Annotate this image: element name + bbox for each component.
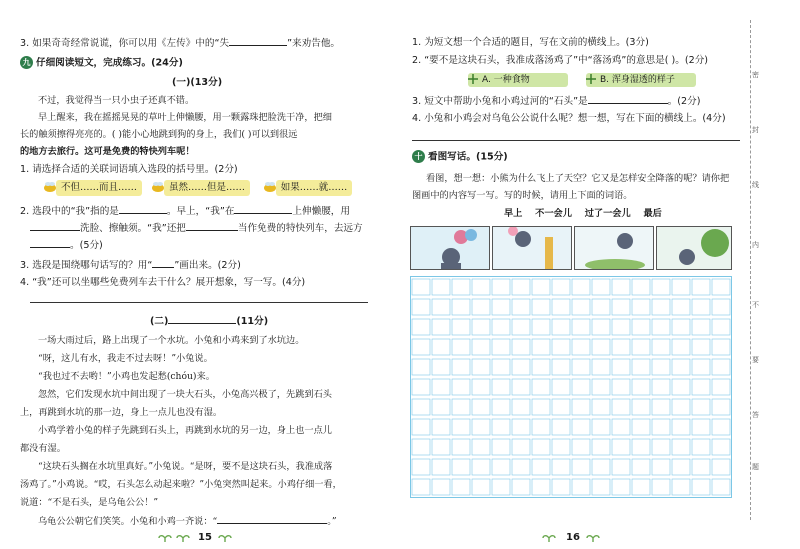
grid-cell[interactable] xyxy=(512,319,530,335)
grid-cell[interactable] xyxy=(712,379,730,395)
grid-cell[interactable] xyxy=(472,299,490,315)
grid-cell[interactable] xyxy=(512,339,530,355)
section-badge: 九 xyxy=(20,56,33,69)
answer-blank[interactable] xyxy=(588,94,668,104)
grid-cell[interactable] xyxy=(672,339,690,355)
grid-cell[interactable] xyxy=(412,279,430,295)
choice-option[interactable]: 虽然……但是…… xyxy=(164,180,250,196)
writing-grid[interactable] xyxy=(410,276,732,498)
grid-cell[interactable] xyxy=(532,359,550,375)
grid-cell[interactable] xyxy=(412,359,430,375)
grid-cell[interactable] xyxy=(452,359,470,375)
required-words: 早上 不一会儿 过了一会儿 最后 xyxy=(504,208,662,219)
grid-cell[interactable] xyxy=(592,399,610,415)
grid-cell[interactable] xyxy=(552,319,570,335)
passage-2-line: “我也过不去哟！”小鸡也发起愁(chóu)来。 xyxy=(38,371,215,382)
grid-cell[interactable] xyxy=(552,339,570,355)
grid-cell[interactable] xyxy=(532,299,550,315)
grid-cell[interactable] xyxy=(512,379,530,395)
grid-cell[interactable] xyxy=(592,419,610,435)
binding-line xyxy=(750,20,751,520)
grid-cell[interactable] xyxy=(592,319,610,335)
passage-2-line: 一场大雨过后，路上出现了一个水坑。小兔和小鸡来到了水坑边。 xyxy=(38,335,305,346)
grid-cell[interactable] xyxy=(652,299,670,315)
grid-cell[interactable] xyxy=(452,279,470,295)
binding-char: 密 xyxy=(752,71,759,79)
sprout-icon xyxy=(176,534,190,542)
passage-2-line: “呀，这儿有水，我走不过去呀！”小兔说。 xyxy=(38,353,213,364)
part-2-title: (二) (11分) xyxy=(150,316,269,327)
grid-cell[interactable] xyxy=(672,419,690,435)
grid-cell[interactable] xyxy=(532,439,550,455)
grid-cell[interactable] xyxy=(632,319,650,335)
choice-option[interactable]: 不但……而且…… xyxy=(56,180,142,196)
grid-cell[interactable] xyxy=(432,399,450,415)
grid-cell[interactable] xyxy=(472,459,490,475)
grid-cell[interactable] xyxy=(652,339,670,355)
grid-cell[interactable] xyxy=(472,399,490,415)
grid-cell[interactable] xyxy=(712,399,730,415)
passage-2-line: 乌龟公公朝它们笑笑。小兔和小鸡一齐说：“ 。” xyxy=(38,516,337,527)
grid-cell[interactable] xyxy=(592,459,610,475)
grid-cell[interactable] xyxy=(672,399,690,415)
grid-cell[interactable] xyxy=(412,439,430,455)
grid-cell[interactable] xyxy=(692,479,710,495)
answer-line[interactable] xyxy=(30,302,368,303)
grid-cell[interactable] xyxy=(572,479,590,495)
passage-1-line: 的地方去旅行。这可是免费的特快列车呢！ xyxy=(20,146,195,157)
binding-char: 线 xyxy=(752,181,759,189)
grid-cell[interactable] xyxy=(512,459,530,475)
grid-cell[interactable] xyxy=(572,459,590,475)
grid-cell[interactable] xyxy=(492,459,510,475)
page-number: 16 xyxy=(566,532,580,543)
grid-cell[interactable] xyxy=(452,299,470,315)
grid-cell[interactable] xyxy=(412,299,430,315)
grid-cell[interactable] xyxy=(632,399,650,415)
grid-cell[interactable] xyxy=(572,359,590,375)
grid-cell[interactable] xyxy=(472,439,490,455)
passage-2-line: “这块石头搁在水坑里真好。”小兔说。“是呀，要不是这块石头，我准成落 xyxy=(38,461,333,472)
page-number: 15 xyxy=(198,532,212,543)
grid-cell[interactable] xyxy=(432,359,450,375)
grid-cell[interactable] xyxy=(612,379,630,395)
grid-cell[interactable] xyxy=(612,339,630,355)
comic-panel-2 xyxy=(492,226,572,270)
grid-cell[interactable] xyxy=(612,479,630,495)
question-4: 4. “我”还可以坐哪些免费列车去干什么？展开想象，写一写。(4分) xyxy=(20,277,306,288)
grid-cell[interactable] xyxy=(412,479,430,495)
answer-line[interactable] xyxy=(412,140,740,141)
grid-cell[interactable] xyxy=(612,299,630,315)
grid-cell[interactable] xyxy=(612,279,630,295)
grid-cell[interactable] xyxy=(632,379,650,395)
answer-blank[interactable] xyxy=(186,221,238,231)
choice-option[interactable]: 如果……就…… xyxy=(276,180,352,196)
grid-cell[interactable] xyxy=(452,419,470,435)
option-a[interactable]: A. 一种食物 xyxy=(468,73,568,87)
grid-cell[interactable] xyxy=(592,299,610,315)
grid-cell[interactable] xyxy=(452,439,470,455)
question-3b: 3. 选段是围绕哪句话写的？用“ ”画出来。(2分) xyxy=(20,260,241,271)
grid-cell[interactable] xyxy=(612,459,630,475)
question-4: 4. 小兔和小鸡会对乌龟公公说什么呢？想一想，写在下面的横线上。(4分) xyxy=(412,113,726,124)
grid-cell[interactable] xyxy=(552,479,570,495)
grid-cell[interactable] xyxy=(552,439,570,455)
grid-cell[interactable] xyxy=(612,319,630,335)
grid-cell[interactable] xyxy=(592,339,610,355)
grid-cell[interactable] xyxy=(692,319,710,335)
grid-cell[interactable] xyxy=(572,439,590,455)
section-10-heading: 十 看图写话。(15分) xyxy=(412,150,508,165)
grid-cell[interactable] xyxy=(712,439,730,455)
grid-cell[interactable] xyxy=(652,359,670,375)
grid-cell[interactable] xyxy=(532,379,550,395)
grid-cell[interactable] xyxy=(512,299,530,315)
grid-cell[interactable] xyxy=(412,319,430,335)
grid-cell[interactable] xyxy=(592,279,610,295)
grid-cell[interactable] xyxy=(552,359,570,375)
grid-cell[interactable] xyxy=(412,459,430,475)
grid-cell[interactable] xyxy=(492,399,510,415)
grid-cell[interactable] xyxy=(692,419,710,435)
grid-cell[interactable] xyxy=(572,379,590,395)
grid-cell[interactable] xyxy=(472,379,490,395)
grid-cell[interactable] xyxy=(492,439,510,455)
grid-cell[interactable] xyxy=(712,339,730,355)
grid-cell[interactable] xyxy=(652,279,670,295)
grid-cell[interactable] xyxy=(692,359,710,375)
title-blank[interactable] xyxy=(168,314,236,324)
grid-cell[interactable] xyxy=(512,359,530,375)
binding-char: 答 xyxy=(752,411,759,419)
binding-char: 封 xyxy=(752,126,759,134)
comic-panel-1 xyxy=(410,226,490,270)
grid-cell[interactable] xyxy=(712,479,730,495)
grid-cell[interactable] xyxy=(492,279,510,295)
grid-cell[interactable] xyxy=(452,379,470,395)
grid-cell[interactable] xyxy=(532,339,550,355)
question-2: 2. 选段中的“我”指的是 。早上，“我”在 上伸懒腰，用 xyxy=(20,206,350,217)
question-2-cont: 洗脸、擦触须。“我”还把 当作免费的特快列车，去远方 xyxy=(30,221,363,236)
grid-cell[interactable] xyxy=(452,319,470,335)
grid-cell[interactable] xyxy=(432,319,450,335)
grid-cell[interactable] xyxy=(672,479,690,495)
grid-cell[interactable] xyxy=(432,299,450,315)
grid-lines xyxy=(411,277,731,497)
grid-cell[interactable] xyxy=(452,479,470,495)
passage-1-line: 早上醒来，我在摇摇晃晃的草叶上伸懒腰，用一颗露珠把脸洗干净，把细 xyxy=(38,112,332,123)
grid-cell[interactable] xyxy=(652,419,670,435)
grid-cell[interactable] xyxy=(532,319,550,335)
grid-cell[interactable] xyxy=(552,299,570,315)
passage-2-line: 上，再跳到水坑的那一边，身上一点儿也没有湿。 xyxy=(20,407,223,418)
grid-cell[interactable] xyxy=(572,339,590,355)
left-page xyxy=(0,0,392,549)
grid-cell[interactable] xyxy=(692,279,710,295)
grid-cell[interactable] xyxy=(492,419,510,435)
grid-cell[interactable] xyxy=(712,319,730,335)
grid-cell[interactable] xyxy=(552,459,570,475)
grid-cell[interactable] xyxy=(552,379,570,395)
grid-cell[interactable] xyxy=(612,359,630,375)
grid-cell[interactable] xyxy=(712,459,730,475)
grid-cell[interactable] xyxy=(532,279,550,295)
grid-cell[interactable] xyxy=(412,399,430,415)
grid-cell[interactable] xyxy=(432,279,450,295)
grid-cell[interactable] xyxy=(592,479,610,495)
grid-cell[interactable] xyxy=(672,379,690,395)
grid-cell[interactable] xyxy=(652,399,670,415)
grid-cell[interactable] xyxy=(632,279,650,295)
grid-cell[interactable] xyxy=(672,359,690,375)
grid-cell[interactable] xyxy=(512,279,530,295)
grid-cell[interactable] xyxy=(452,399,470,415)
grid-cell[interactable] xyxy=(632,339,650,355)
grid-cell[interactable] xyxy=(412,419,430,435)
grid-cell[interactable] xyxy=(632,359,650,375)
grid-cell[interactable] xyxy=(692,459,710,475)
grid-cell[interactable] xyxy=(552,279,570,295)
grid-cell[interactable] xyxy=(452,339,470,355)
passage-2-line: 说道：“不是石头，是乌龟公公！” xyxy=(20,497,159,508)
answer-blank[interactable] xyxy=(217,514,327,524)
answer-blank[interactable] xyxy=(30,221,80,231)
grid-cell[interactable] xyxy=(492,319,510,335)
grid-cell[interactable] xyxy=(512,399,530,415)
grid-cell[interactable] xyxy=(572,399,590,415)
passage-1-line: 不过，我觉得当一只小虫子还真不错。 xyxy=(38,95,195,106)
passage-2-line: 忽然，它们发现水坑中间出现了一块大石头，小兔高兴极了，先跳到石头 xyxy=(38,389,332,400)
question-1: 1. 请选择合适的关联词语填入选段的括号里。(2分) xyxy=(20,164,238,175)
grid-cell[interactable] xyxy=(692,399,710,415)
grid-cell[interactable] xyxy=(552,419,570,435)
question-2: 2. “要不是这块石头，我准成落汤鸡了”中“落汤鸡”的意思是( )。(2分) xyxy=(412,55,709,66)
grid-cell[interactable] xyxy=(572,319,590,335)
grid-cell[interactable] xyxy=(612,419,630,435)
part-1-title: (一)(13分) xyxy=(172,77,223,88)
grid-cell[interactable] xyxy=(712,359,730,375)
grid-cell[interactable] xyxy=(472,419,490,435)
grid-cell[interactable] xyxy=(672,299,690,315)
grid-cell[interactable] xyxy=(532,479,550,495)
sprout-icon xyxy=(218,534,232,542)
grid-cell[interactable] xyxy=(492,359,510,375)
grid-cell[interactable] xyxy=(672,319,690,335)
section-badge: 十 xyxy=(412,150,425,163)
grid-cell[interactable] xyxy=(432,339,450,355)
grid-cell[interactable] xyxy=(612,399,630,415)
grid-cell[interactable] xyxy=(572,299,590,315)
grid-cell[interactable] xyxy=(652,379,670,395)
option-b[interactable]: B. 浑身湿透的样子 xyxy=(586,73,696,87)
binding-char: 内 xyxy=(752,241,759,249)
grid-cell[interactable] xyxy=(432,459,450,475)
grid-cell[interactable] xyxy=(592,439,610,455)
question-3: 3. 如果奇奇经常说谎，你可以用《左传》中的“失 ”来劝告他。 xyxy=(20,38,341,49)
grid-cell[interactable] xyxy=(472,359,490,375)
grid-cell[interactable] xyxy=(412,339,430,355)
dragonfly-icon xyxy=(466,72,480,86)
comic-panel-4 xyxy=(656,226,732,270)
grid-cell[interactable] xyxy=(632,419,650,435)
grid-cell[interactable] xyxy=(692,299,710,315)
sprout-icon xyxy=(586,534,600,542)
passage-2-line: 汤鸡了。”小鸡说。“哎，石头怎么动起来啦？”小兔突然叫起来。小鸡仔细一看， xyxy=(20,479,342,490)
grid-cell[interactable] xyxy=(612,439,630,455)
grid-cell[interactable] xyxy=(712,419,730,435)
section-9-heading: 九 仔细阅读短文，完成练习。(24分) xyxy=(20,56,183,71)
question-3: 3. 短文中帮助小兔和小鸡过河的“石头”是 。(2分) xyxy=(412,96,701,107)
grid-cell[interactable] xyxy=(692,439,710,455)
grid-cell[interactable] xyxy=(492,379,510,395)
answer-blank[interactable] xyxy=(152,258,174,268)
grid-cell[interactable] xyxy=(432,379,450,395)
binding-char: 要 xyxy=(752,356,759,364)
grid-cell[interactable] xyxy=(632,299,650,315)
sprout-icon xyxy=(158,534,172,542)
grid-cell[interactable] xyxy=(492,479,510,495)
grid-cell[interactable] xyxy=(592,379,610,395)
grid-cell[interactable] xyxy=(532,459,550,475)
grid-cell[interactable] xyxy=(632,479,650,495)
answer-blank[interactable] xyxy=(30,238,70,248)
grid-cell[interactable] xyxy=(592,359,610,375)
grid-cell[interactable] xyxy=(652,479,670,495)
prompt-line: 看图，想一想：小熊为什么飞上了天空？它又是怎样安全降落的呢？请你把 xyxy=(426,173,730,184)
grid-cell[interactable] xyxy=(652,459,670,475)
question-2-cont: 。(5分) xyxy=(30,238,103,253)
dragonfly-icon xyxy=(584,72,598,86)
grid-cell[interactable] xyxy=(672,439,690,455)
grid-cell[interactable] xyxy=(432,419,450,435)
grid-cell[interactable] xyxy=(572,279,590,295)
grid-cell[interactable] xyxy=(492,299,510,315)
grid-cell[interactable] xyxy=(512,479,530,495)
grid-cell[interactable] xyxy=(512,439,530,455)
prompt-line: 图画中的内容写一写。写的时候，请用上下面的词语。 xyxy=(412,190,633,201)
binding-char: 不 xyxy=(752,301,759,309)
grid-cell[interactable] xyxy=(692,339,710,355)
grid-cell[interactable] xyxy=(412,379,430,395)
grid-cell[interactable] xyxy=(632,459,650,475)
binding-char: 题 xyxy=(752,463,759,471)
grid-cell[interactable] xyxy=(432,479,450,495)
grid-cell[interactable] xyxy=(472,319,490,335)
answer-blank[interactable] xyxy=(229,36,287,46)
grid-cell[interactable] xyxy=(572,419,590,435)
grid-cell[interactable] xyxy=(672,279,690,295)
grid-cell[interactable] xyxy=(472,479,490,495)
grid-cell[interactable] xyxy=(492,339,510,355)
passage-2-line: 小鸡学着小兔的样子先跳到石头上，再跳到水坑的另一边，身上也一点儿 xyxy=(38,425,332,436)
grid-cell[interactable] xyxy=(472,279,490,295)
grid-cell[interactable] xyxy=(712,279,730,295)
grid-cell[interactable] xyxy=(552,399,570,415)
grid-cell[interactable] xyxy=(532,419,550,435)
comic-panel-3 xyxy=(574,226,654,270)
sprout-icon xyxy=(542,534,556,542)
answer-blank[interactable] xyxy=(234,204,292,214)
grid-cell[interactable] xyxy=(692,379,710,395)
grid-cell[interactable] xyxy=(532,399,550,415)
question-1: 1. 为短文想一个合适的题目，写在文前的横线上。(3分) xyxy=(412,37,649,48)
grid-cell[interactable] xyxy=(632,439,650,455)
grid-cell[interactable] xyxy=(512,419,530,435)
grid-cell[interactable] xyxy=(652,319,670,335)
passage-1-line: 长的触须擦得亮亮的。( )能小心地跳到狗的身上，我们( )可以到很远 xyxy=(20,129,298,140)
passage-2-line: 都没有湿。 xyxy=(20,443,66,454)
grid-cell[interactable] xyxy=(712,299,730,315)
grid-cell[interactable] xyxy=(452,459,470,475)
grid-cell[interactable] xyxy=(432,439,450,455)
grid-cell[interactable] xyxy=(652,439,670,455)
grid-cell[interactable] xyxy=(672,459,690,475)
grid-cell[interactable] xyxy=(472,339,490,355)
answer-blank[interactable] xyxy=(119,204,167,214)
